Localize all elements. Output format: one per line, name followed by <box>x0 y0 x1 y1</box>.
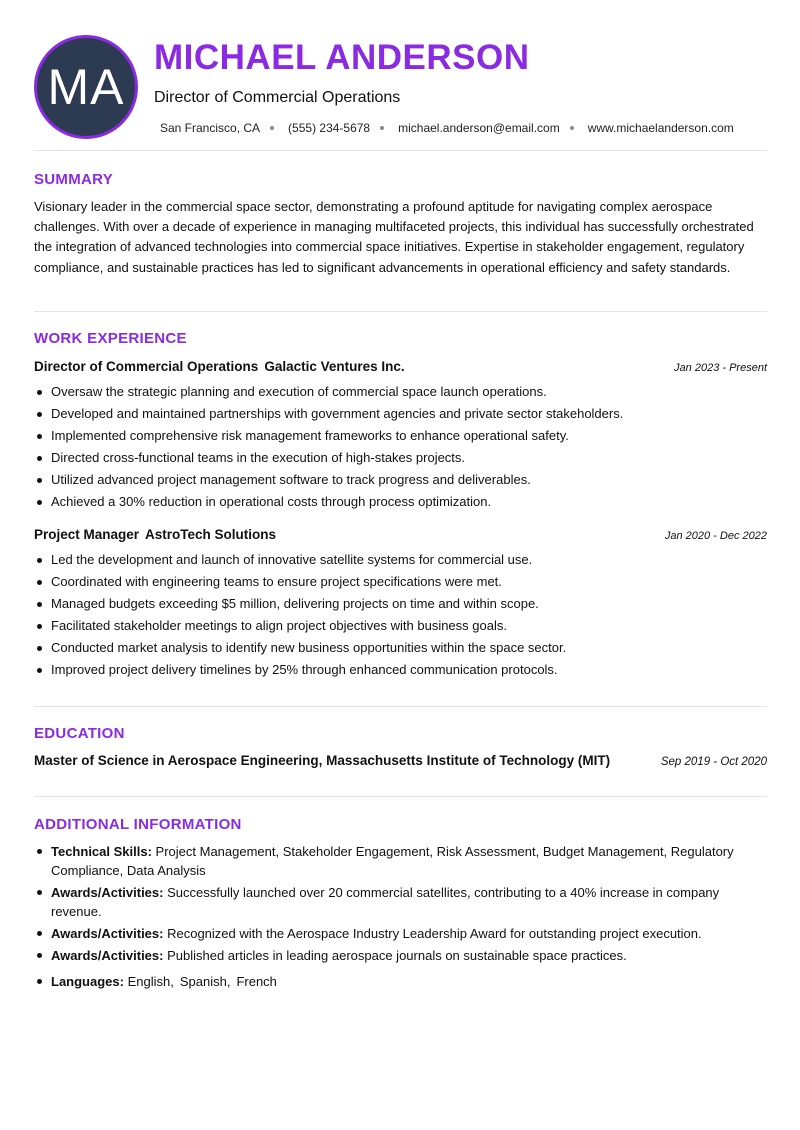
education-degree: Master of Science in Aerospace Engineering, Massachusetts Institute of Technology (MIT) <box>34 753 611 768</box>
job-position: Director of Commercial Operations <box>34 359 259 374</box>
education-entry <box>34 753 767 768</box>
separator-dot <box>380 126 384 130</box>
list-item: Led the development and launch of innovative satellite systems for commercial use. <box>34 549 767 571</box>
info-text: Recognized with the Aerospace Industry Leadership Award for outstanding project execution. <box>167 926 702 941</box>
job-header <box>34 359 767 374</box>
contact-email: michael.anderson@email.com <box>398 121 560 135</box>
list-item <box>34 946 767 965</box>
separator-dot <box>570 126 574 130</box>
list-item: Managed budgets exceeding $5 million, delivering projects on time and within scope. <box>34 593 767 615</box>
education-dates: Sep 2019 - Oct 2020 <box>660 756 767 768</box>
contact-website: www.michaelanderson.com <box>587 121 734 135</box>
info-label: Awards/Activities: <box>51 885 164 900</box>
list-item <box>34 924 767 943</box>
language: Spanish, <box>179 974 231 989</box>
divider <box>34 706 767 707</box>
job-title <box>34 359 405 374</box>
list-item: Conducted market analysis to identify new business opportunities within the space sector. <box>34 637 767 659</box>
candidate-name: MICHAEL ANDERSON <box>154 38 530 77</box>
separator-dot <box>270 126 274 130</box>
avatar-initials: MA <box>47 59 125 115</box>
contact-phone: (555) 234-5678 <box>288 121 371 135</box>
info-label: Awards/Activities: <box>51 948 164 963</box>
languages-label: Languages: <box>51 974 124 989</box>
job-company: AstroTech Solutions <box>145 527 277 542</box>
list-item: Improved project delivery timelines by 25% through enhanced communication protocols. <box>34 659 767 681</box>
info-label: Awards/Activities: <box>51 926 164 941</box>
list-item <box>34 883 767 921</box>
list-item: Facilitated stakeholder meetings to align project objectives with business goals. <box>34 615 767 637</box>
contact-location: San Francisco, CA <box>160 121 261 135</box>
info-text: Successfully launched over 20 commercial satellites, contributing to a 40% increase in company revenue. <box>51 885 720 919</box>
job-company: Galactic Ventures Inc. <box>264 359 405 374</box>
language: French <box>236 974 277 989</box>
languages-item <box>34 972 767 991</box>
list-item: Utilized advanced project management software to track progress and deliverables. <box>34 469 767 491</box>
divider <box>34 150 767 151</box>
list-item <box>34 842 767 880</box>
divider <box>34 311 767 312</box>
additional-info-list <box>34 842 767 994</box>
list-item: Implemented comprehensive risk management frameworks to enhance operational safety. <box>34 425 767 447</box>
job-bullets <box>34 381 767 513</box>
info-text: Project Management, Stakeholder Engagement, Risk Assessment, Budget Management, Regulatory Compliance, Data Analysis <box>51 844 734 878</box>
list-item: Coordinated with engineering teams to ensure project specifications were met. <box>34 571 767 593</box>
language: English, <box>127 974 174 989</box>
job-dates: Jan 2023 - Present <box>674 362 767 374</box>
contact-line <box>160 121 734 135</box>
divider <box>34 796 767 797</box>
summary-text: Visionary leader in the commercial space sector, demonstrating a profound aptitude for navigating complex aerospace challenges. With over a decade of experience in managing multifaceted projects, this individual has successfully orchestrated the integration of advanced technologies into commercial space initiatives. Expertise in stakeholder engagement, regulatory compliance, and sustainable practices has led to significant advancements in operational efficiency and safety standards. <box>34 199 754 275</box>
job-dates: Jan 2020 - Dec 2022 <box>664 530 767 542</box>
list-item: Developed and maintained partnerships with government agencies and private sector stakeholders. <box>34 403 767 425</box>
info-label: Technical Skills: <box>51 844 152 859</box>
list-item: Achieved a 30% reduction in operational costs through process optimization. <box>34 491 767 513</box>
education-heading: EDUCATION <box>34 725 125 742</box>
job-header <box>34 527 767 542</box>
job-bullets <box>34 549 767 681</box>
candidate-role: Director of Commercial Operations <box>154 89 401 106</box>
info-text: Published articles in leading aerospace journals on sustainable space practices. <box>167 948 627 963</box>
list-item: Directed cross-functional teams in the execution of high-stakes projects. <box>34 447 767 469</box>
additional-info-heading: ADDITIONAL INFORMATION <box>34 816 242 833</box>
work-experience-heading: WORK EXPERIENCE <box>34 330 187 347</box>
list-item: Oversaw the strategic planning and execution of commercial space launch operations. <box>34 381 767 403</box>
job-position: Project Manager <box>34 527 140 542</box>
summary-heading: SUMMARY <box>34 171 114 188</box>
avatar <box>34 35 138 139</box>
job-title <box>34 527 276 542</box>
